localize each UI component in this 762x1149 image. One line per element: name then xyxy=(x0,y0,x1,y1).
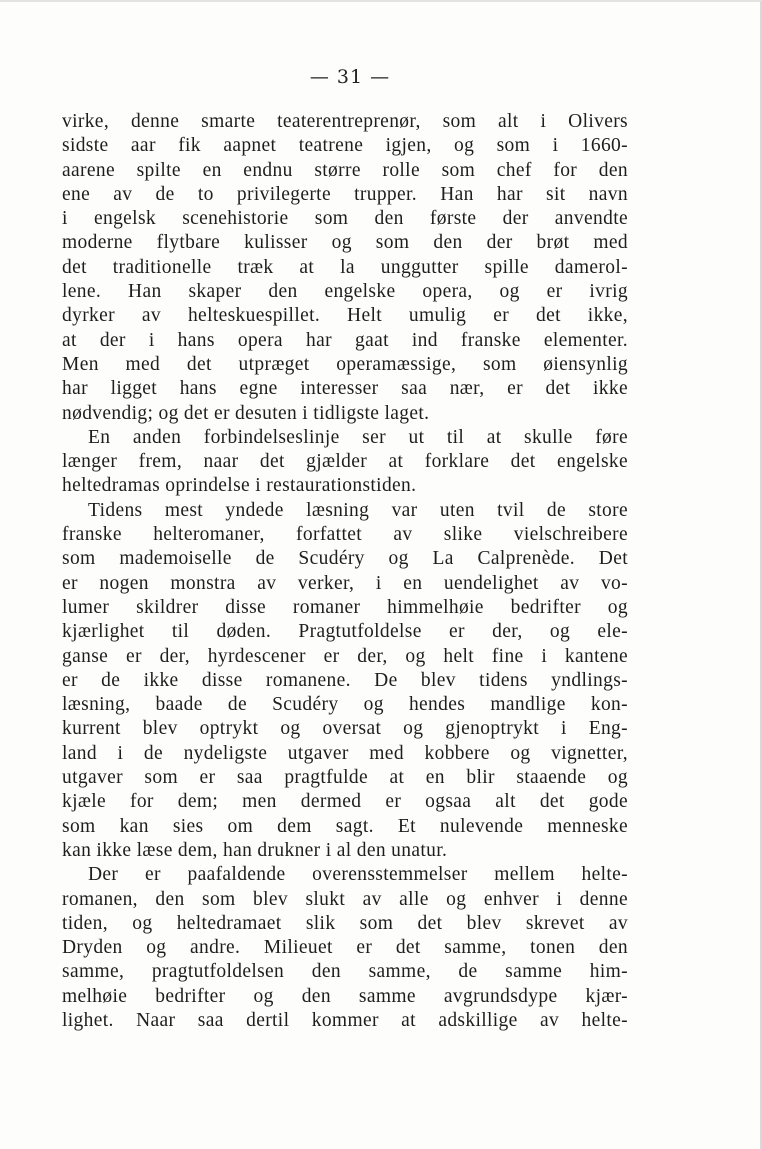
text-line: moderne flytbare kulisser og som den der brøt med xyxy=(62,232,628,254)
text-line: nødvendig; og det er desuten i tidligste laget. xyxy=(62,402,430,424)
text-line: heltedramas oprindelse i restaurationstiden. xyxy=(62,475,417,497)
text-line: at der i hans opera har gaat ind franske elementer. xyxy=(62,329,628,351)
text-line: melhøie bedrifter og den samme avgrundsdype kjær- xyxy=(62,985,628,1007)
text-line: samme, pragtutfoldelsen den samme, de samme him- xyxy=(62,961,628,983)
text-line: det traditionelle træk at la unggutter spille damerol- xyxy=(62,256,628,278)
text-line: virke, denne smarte teaterentreprenør, som alt i Olivers xyxy=(62,111,628,132)
page-number: — 31 — xyxy=(309,66,391,88)
text-line: Dryden og andre. Milieuet er det samme, tonen den xyxy=(62,937,628,959)
text-line: ene av de to privilegerte trupper. Han har sit navn xyxy=(62,183,628,205)
text-line: dyrker av helteskuespillet. Helt umulig er det ikke, xyxy=(62,305,628,327)
text-line: i engelsk scenehistorie som den første der anvendte xyxy=(62,208,628,230)
text-line: land i de nydeligste utgaver med kobbere og vignetter, xyxy=(62,742,628,764)
text-line: kurrent blev optrykt og oversat og gjenoptrykt i Eng- xyxy=(62,718,628,740)
text-line: kjæle for dem; men dermed er ogsaa alt det gode xyxy=(62,791,628,813)
text-line: kan ikke læse dem, han drukner i al den unatur. xyxy=(62,839,448,861)
text-line: som mademoiselle de Scudéry og La Calprenède. Det xyxy=(62,548,628,570)
text-line: længer frem, naar det gjælder at forklare det engelske xyxy=(62,451,628,473)
text-line: En anden forbindelseslinje ser ut til at skulle føre xyxy=(88,426,628,448)
text-line: franske helteromaner, forfattet av slike vielschreibere xyxy=(62,524,628,546)
text-line: er de ikke disse romanene. De blev tidens yndlings- xyxy=(62,669,628,691)
text-line: tiden, og heltedramaet slik som det blev skrevet av xyxy=(62,912,628,934)
text-line: Men med det utpræget operamæssige, som øiensynlig xyxy=(62,353,628,375)
text-line: er nogen monstra av verker, i en uendelighet av vo- xyxy=(62,572,628,594)
text-line: lene. Han skaper den engelske opera, og er ivrig xyxy=(62,281,628,303)
text-line: romanen, den som blev slukt av alle og enhver i denne xyxy=(62,888,628,910)
text-line: sidste aar fik aapnet teatrene igjen, og som i 1660- xyxy=(62,135,628,157)
text-line: aarene spilte en endnu større rolle som chef for den xyxy=(62,159,628,181)
text-line: som kan sies om dem sagt. Et nulevende menneske xyxy=(62,815,628,837)
text-line: lumer skildrer disse romaner himmelhøie bedrifter og xyxy=(62,596,628,618)
text-line: kjærlighet til døden. Pragtutfoldelse er der, og ele- xyxy=(62,621,628,643)
text-line: har ligget hans egne interesser saa nær, er det ikke xyxy=(62,378,628,400)
text-line: lighet. Naar saa dertil kommer at adskillige av helte- xyxy=(62,1009,628,1031)
text-line: utgaver som er saa pragtfulde at en blir staaende og xyxy=(62,767,628,789)
text-line: Tidens mest yndede læsning var uten tvil de store xyxy=(88,499,628,521)
text-line: Der er paafaldende overensstemmelser mellem helte- xyxy=(88,864,628,886)
text-line: ganse er der, hyrdescener er der, og helt fine i kantene xyxy=(62,645,628,667)
body-text xyxy=(62,110,628,1033)
text-line: læsning, baade de Scudéry og hendes mandlige kon- xyxy=(62,694,628,716)
